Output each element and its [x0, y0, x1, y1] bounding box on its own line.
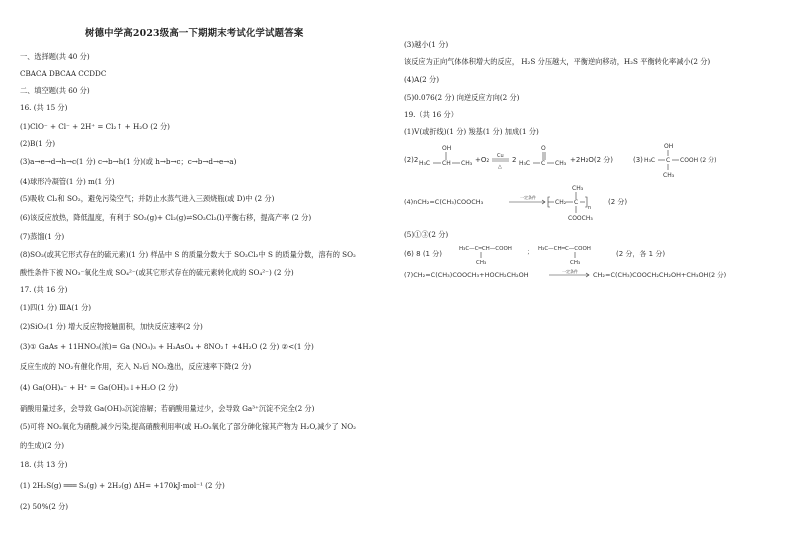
- answer-line: (7)蒸馏(1 分): [20, 232, 65, 241]
- answer-line: (3)① GaAs + 11HNO₃(浓)= Ga (NO₃)₃ + H₃AsO₄ + 8NO₂↑ +4H₂O (2 分) ②<(1 分): [20, 342, 314, 351]
- answer-line: (6)该反应放热，降低温度，有利于 SO₂(g)+ Cl₂(g)⇌SO₂Cl₂(l)平衡右移，提高产率 (2 分): [20, 213, 312, 222]
- q6-score: (2 分，各 1 分): [616, 250, 666, 258]
- answer-line: 该反应为正向气体体积增大的反应， H₂S 分压越大，平衡逆向移动，H₂S 平衡转化率减小(2 分): [404, 57, 711, 66]
- answer-line: 一、选择题(共 40 分): [20, 52, 90, 61]
- q2-ch3-d: CH₃: [555, 160, 567, 167]
- q4-score: (2 分): [608, 198, 628, 206]
- q2-c: C: [541, 160, 546, 167]
- q4-ch3: CH₃: [572, 185, 584, 192]
- transesterification-equation: [397, 266, 794, 282]
- answer-line: CBACA DBCAA CCDDC: [20, 69, 107, 78]
- q4-cooch3: COOCH₃: [568, 215, 593, 222]
- answer-line: 18. (共 13 分): [20, 460, 68, 469]
- q2-oh-a: OH: [442, 145, 452, 152]
- q3-cooh: COOH (2 分): [680, 157, 717, 164]
- q3-label: (3): [633, 156, 643, 164]
- q4-c: C: [574, 199, 579, 206]
- answer-line: (5)吸收 Cl₂和 SO₂，避免污染空气；并防止水蒸气进入三颈烧瓶(或 D)中 (2 分): [20, 194, 275, 203]
- bracket: [585, 197, 587, 207]
- q3-h3c: H₃C: [644, 157, 656, 164]
- q7-right: CH₂=C(CH₃)COOCH₂CH₂OH+CH₃OH(2 分): [593, 271, 727, 279]
- answer-line: 19.（共 16 分）: [404, 110, 458, 119]
- q3-oh: OH: [664, 143, 674, 150]
- page-title: 树德中学高2023级高一下期期末考试化学试题答案: [85, 28, 304, 39]
- q6-struct2: H₃C—CH═C—COOH: [538, 246, 591, 252]
- answer-line: (2)SiO₂(1 分) 增大反应物接触面积，加快反应速率(2 分): [20, 322, 203, 331]
- answer-line: 反应生成的 NO₂有催化作用，充入 N₂后 NO₂逸出，反应速率下降(2 分): [20, 362, 252, 371]
- answer-line: (1)四(1 分) ⅢA(1 分): [20, 303, 92, 312]
- answer-line: (5)0.076(2 分) 向逆反应方向(2 分): [404, 93, 520, 102]
- q2-water: +2H₂O(2 分): [570, 156, 614, 164]
- q2-ch3-a: H₃C: [419, 160, 431, 167]
- answer-line: (3)越小(1 分): [404, 40, 449, 49]
- answer-line: (5)①③(2 分): [404, 230, 449, 239]
- answer-line: (1)V(或折线)(1 分) 羧基(1 分) 加成(1 分): [404, 127, 539, 136]
- q7-cond: 一定条件: [562, 269, 578, 274]
- q2-cond-bottom: △: [498, 164, 502, 170]
- q6-sep: ；: [527, 249, 534, 256]
- answer-line: 17. (共 16 分): [20, 285, 68, 294]
- q3-c: C: [666, 157, 671, 164]
- q2-ch-a: CH: [442, 160, 451, 167]
- q6-label: (6) 8 (1 分): [404, 250, 442, 258]
- answer-line: (5)可将 NO₂氧化为硝酸,减少污染,提高硝酸利用率(或 H₂O₂氧化了部分砷化镓其产物为 H₂O,减少了 NO₂: [20, 422, 357, 431]
- oxidation-equation: [397, 140, 794, 180]
- q6-ch3-2: CH₃: [570, 260, 581, 266]
- answer-line: (4)球形冷凝管(1 分) m(1 分): [20, 177, 115, 186]
- answer-line: 16. (共 15 分): [20, 103, 68, 112]
- isomer-structures: [397, 240, 794, 268]
- q3-ch3: CH₃: [663, 172, 675, 179]
- q6-ch3-1: CH₃: [476, 260, 487, 266]
- q2-cond-top: Cu: [497, 153, 504, 159]
- q2-coef: 2: [512, 156, 517, 164]
- answer-line: 的生成)(2 分): [20, 441, 65, 450]
- polymerization-equation: [397, 180, 794, 226]
- q2-ch3-b: CH₃: [461, 160, 473, 167]
- answer-line: 二、填空题(共 60 分): [20, 86, 90, 95]
- answer-line: (2) 50%(2 分): [20, 502, 69, 511]
- q4-ch2: CH₂: [555, 199, 567, 206]
- answer-line: (4)A(2 分): [404, 75, 440, 84]
- answer-line: (3)a→e→d→h→c(1 分) c→b→h(1 分)(或 h→b→c；c→b→d→e→a): [20, 157, 237, 166]
- answer-line: (2)B(1 分): [20, 139, 56, 148]
- answer-line: (8)SO₂(或其它形式存在的硫元素)(1 分) 样品中 S 的质量分数大于 SO₂Cl₂中 S 的质量分数，溶有的 SO₂: [20, 250, 356, 259]
- q2-plus: +O₂: [475, 156, 490, 164]
- q4-n: n: [588, 205, 592, 211]
- answer-line: (1) 2H₂S(g) ═══ S₂(g) + 2H₂(g) ΔH= +170kJ·mol⁻¹ (2 分): [20, 481, 225, 490]
- answer-line: 硝酸用量过多，会导致 Ga(OH)₃沉淀溶解；若硝酸用量过少，会导致 Ga³⁺沉淀不完全(2 分): [20, 404, 315, 413]
- q2-o: O: [541, 145, 546, 152]
- answer-line: 酸性条件下被 NO₃⁻氧化生成 SO₄²⁻(或其它形式存在的硫元素转化成的 SO₄²⁻) (2 分): [20, 268, 294, 277]
- q2-ch3-c: H₃C: [519, 160, 531, 167]
- q7-left: (7)CH₂=C(CH₃)COOCH₃+HOCH₂CH₂OH: [404, 271, 529, 279]
- answer-line: (4) Ga(OH)₄⁻ + H⁺ = Ga(OH)₃↓+H₂O (2 分): [20, 383, 178, 392]
- answer-line: (1)ClO⁻ + Cl⁻ + 2H⁺ = Cl₂↑ + H₂O (2 分): [20, 122, 170, 131]
- q2-prefix: (2)2: [404, 156, 419, 164]
- q6-struct1: H₃C—C═CH—COOH: [459, 246, 512, 252]
- q4-left: (4)nCH₂=C(CH₃)COOCH₃: [404, 198, 484, 206]
- q4-cond: 一定条件: [520, 195, 536, 200]
